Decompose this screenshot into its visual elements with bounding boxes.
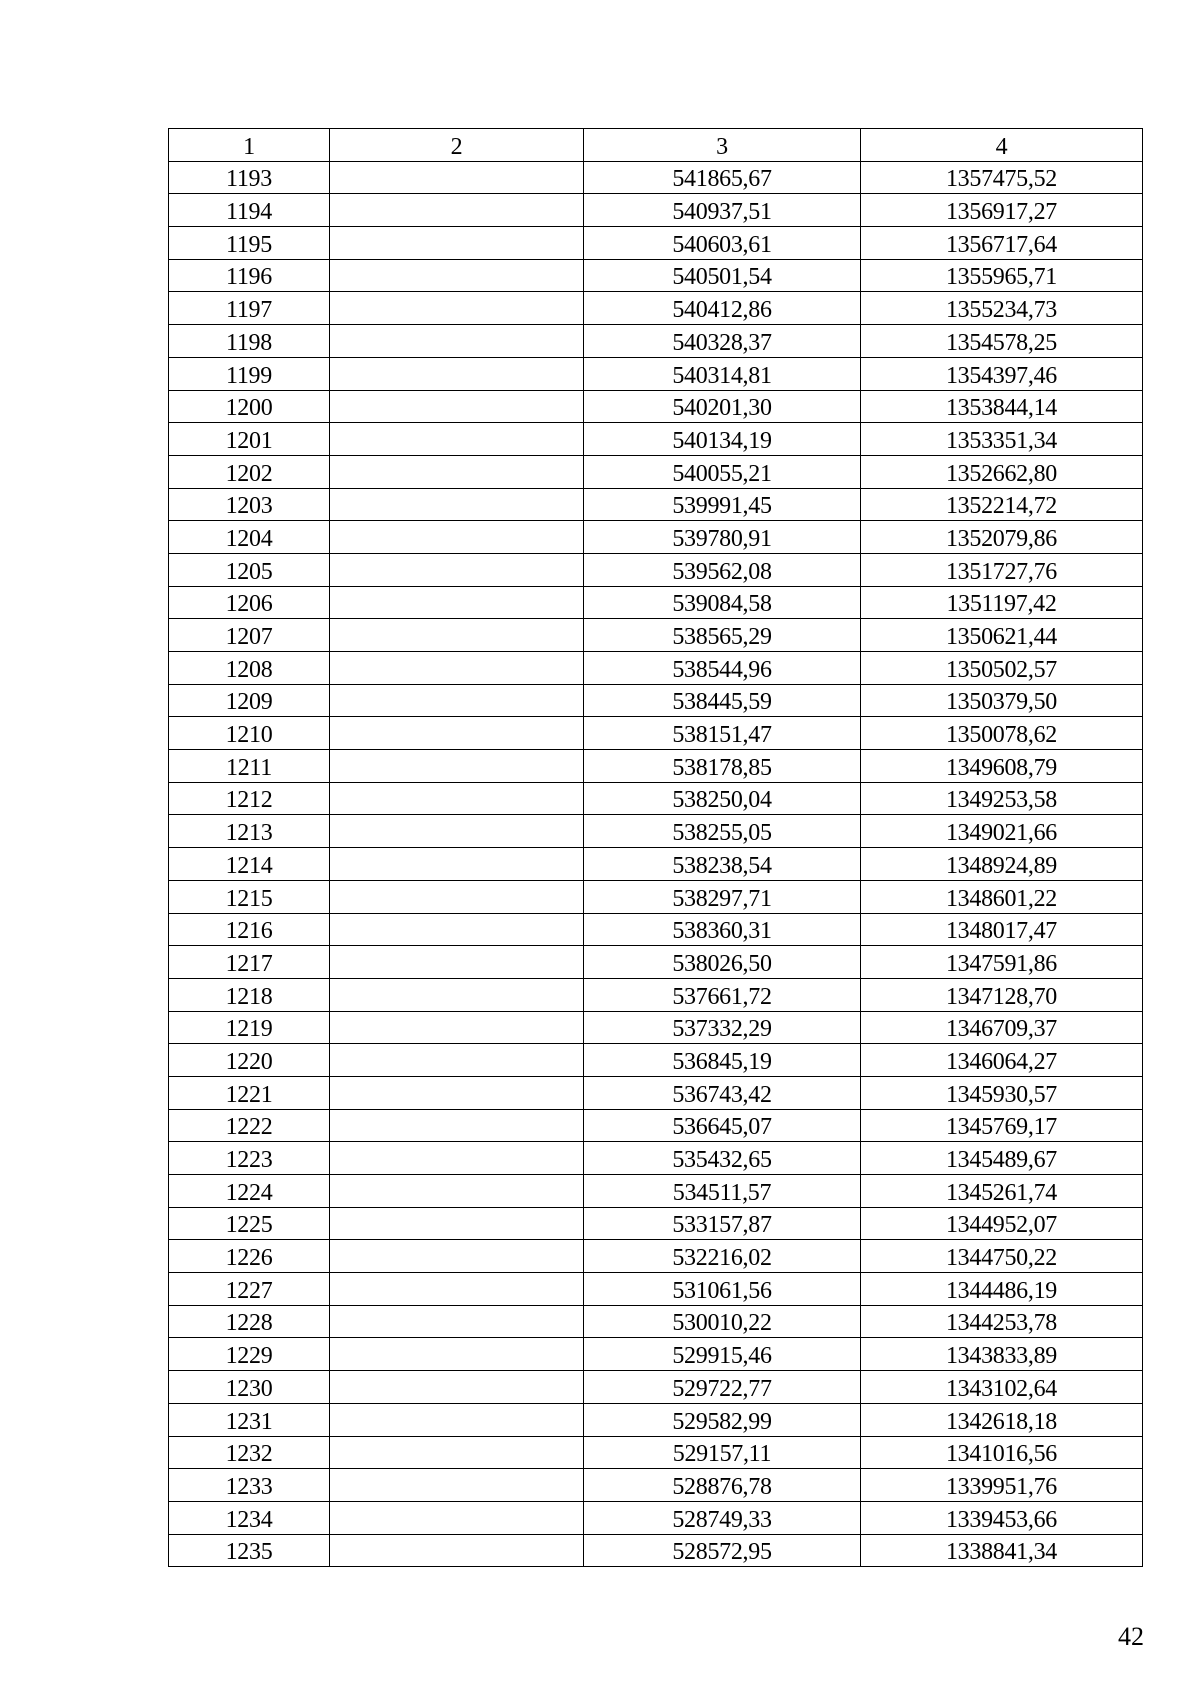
x-coordinate-cell: 540501,54 [584, 259, 861, 292]
x-coordinate-cell: 538255,05 [584, 815, 861, 848]
table-row [169, 880, 1143, 913]
empty-cell [330, 357, 584, 390]
point-number-cell: 1217 [169, 946, 330, 979]
empty-cell [330, 1273, 584, 1306]
empty-cell [330, 848, 584, 881]
table-row [169, 1044, 1143, 1077]
y-coordinate-cell: 1349253,58 [861, 782, 1143, 815]
x-coordinate-cell: 535432,65 [584, 1142, 861, 1175]
empty-cell [330, 423, 584, 456]
y-coordinate-cell: 1356717,64 [861, 227, 1143, 260]
y-coordinate-cell: 1357475,52 [861, 161, 1143, 194]
point-number-cell: 1195 [169, 227, 330, 260]
y-coordinate-cell: 1338841,34 [861, 1534, 1143, 1567]
empty-cell [330, 1469, 584, 1502]
y-coordinate-cell: 1344486,19 [861, 1273, 1143, 1306]
point-number-cell: 1230 [169, 1371, 330, 1404]
point-number-cell: 1207 [169, 619, 330, 652]
y-coordinate-cell: 1345261,74 [861, 1175, 1143, 1208]
table-row [169, 717, 1143, 750]
point-number-cell: 1197 [169, 292, 330, 325]
point-number-cell: 1205 [169, 553, 330, 586]
y-coordinate-cell: 1343102,64 [861, 1371, 1143, 1404]
table-row [169, 423, 1143, 456]
y-coordinate-cell: 1346709,37 [861, 1011, 1143, 1044]
header-row [169, 129, 1143, 162]
table-row [169, 750, 1143, 783]
y-coordinate-cell: 1355234,73 [861, 292, 1143, 325]
empty-cell [330, 913, 584, 946]
empty-cell [330, 194, 584, 227]
table-row [169, 1142, 1143, 1175]
table-row [169, 259, 1143, 292]
table-row [169, 390, 1143, 423]
table-row [169, 455, 1143, 488]
point-number-cell: 1222 [169, 1109, 330, 1142]
y-coordinate-cell: 1353351,34 [861, 423, 1143, 456]
y-coordinate-cell: 1352214,72 [861, 488, 1143, 521]
empty-cell [330, 815, 584, 848]
table-row [169, 161, 1143, 194]
empty-cell [330, 553, 584, 586]
column-header-2: 2 [330, 129, 584, 162]
x-coordinate-cell: 531061,56 [584, 1273, 861, 1306]
table-row [169, 782, 1143, 815]
x-coordinate-cell: 540201,30 [584, 390, 861, 423]
point-number-cell: 1225 [169, 1207, 330, 1240]
table-row [169, 488, 1143, 521]
empty-cell [330, 880, 584, 913]
point-number-cell: 1193 [169, 161, 330, 194]
empty-cell [330, 1305, 584, 1338]
empty-cell [330, 161, 584, 194]
y-coordinate-cell: 1349021,66 [861, 815, 1143, 848]
empty-cell [330, 1076, 584, 1109]
y-coordinate-cell: 1344750,22 [861, 1240, 1143, 1273]
table-row [169, 194, 1143, 227]
y-coordinate-cell: 1342618,18 [861, 1403, 1143, 1436]
page-number: 42 [1118, 1622, 1144, 1651]
point-number-cell: 1196 [169, 259, 330, 292]
point-number-cell: 1201 [169, 423, 330, 456]
x-coordinate-cell: 536645,07 [584, 1109, 861, 1142]
y-coordinate-cell: 1353844,14 [861, 390, 1143, 423]
point-number-cell: 1202 [169, 455, 330, 488]
x-coordinate-cell: 536743,42 [584, 1076, 861, 1109]
x-coordinate-cell: 528749,33 [584, 1501, 861, 1534]
x-coordinate-cell: 537661,72 [584, 978, 861, 1011]
table-row [169, 815, 1143, 848]
table-row [169, 1076, 1143, 1109]
point-number-cell: 1211 [169, 750, 330, 783]
x-coordinate-cell: 532216,02 [584, 1240, 861, 1273]
empty-cell [330, 1338, 584, 1371]
coordinates-table [168, 128, 1143, 1567]
point-number-cell: 1198 [169, 325, 330, 358]
x-coordinate-cell: 538250,04 [584, 782, 861, 815]
empty-cell [330, 521, 584, 554]
table-row [169, 1240, 1143, 1273]
y-coordinate-cell: 1354397,46 [861, 357, 1143, 390]
point-number-cell: 1228 [169, 1305, 330, 1338]
y-coordinate-cell: 1349608,79 [861, 750, 1143, 783]
point-number-cell: 1220 [169, 1044, 330, 1077]
empty-cell [330, 1109, 584, 1142]
table-row [169, 652, 1143, 685]
empty-cell [330, 619, 584, 652]
x-coordinate-cell: 539780,91 [584, 521, 861, 554]
empty-cell [330, 488, 584, 521]
x-coordinate-cell: 529722,77 [584, 1371, 861, 1404]
table-row [169, 1371, 1143, 1404]
x-coordinate-cell: 539562,08 [584, 553, 861, 586]
empty-cell [330, 946, 584, 979]
y-coordinate-cell: 1356917,27 [861, 194, 1143, 227]
column-header-1: 1 [169, 129, 330, 162]
point-number-cell: 1226 [169, 1240, 330, 1273]
x-coordinate-cell: 528876,78 [584, 1469, 861, 1502]
x-coordinate-cell: 529157,11 [584, 1436, 861, 1469]
point-number-cell: 1227 [169, 1273, 330, 1306]
table-row [169, 619, 1143, 652]
x-coordinate-cell: 536845,19 [584, 1044, 861, 1077]
y-coordinate-cell: 1339951,76 [861, 1469, 1143, 1502]
y-coordinate-cell: 1351197,42 [861, 586, 1143, 619]
empty-cell [330, 652, 584, 685]
point-number-cell: 1216 [169, 913, 330, 946]
x-coordinate-cell: 540937,51 [584, 194, 861, 227]
x-coordinate-cell: 538544,96 [584, 652, 861, 685]
x-coordinate-cell: 541865,67 [584, 161, 861, 194]
point-number-cell: 1223 [169, 1142, 330, 1175]
x-coordinate-cell: 540328,37 [584, 325, 861, 358]
point-number-cell: 1206 [169, 586, 330, 619]
empty-cell [330, 292, 584, 325]
x-coordinate-cell: 534511,57 [584, 1175, 861, 1208]
point-number-cell: 1212 [169, 782, 330, 815]
empty-cell [330, 978, 584, 1011]
empty-cell [330, 1371, 584, 1404]
y-coordinate-cell: 1341016,56 [861, 1436, 1143, 1469]
empty-cell [330, 1534, 584, 1567]
point-number-cell: 1224 [169, 1175, 330, 1208]
table-row [169, 1207, 1143, 1240]
empty-cell [330, 259, 584, 292]
x-coordinate-cell: 538565,29 [584, 619, 861, 652]
table-row [169, 1501, 1143, 1534]
x-coordinate-cell: 533157,87 [584, 1207, 861, 1240]
table-row [169, 586, 1143, 619]
y-coordinate-cell: 1354578,25 [861, 325, 1143, 358]
y-coordinate-cell: 1348924,89 [861, 848, 1143, 881]
x-coordinate-cell: 538360,31 [584, 913, 861, 946]
x-coordinate-cell: 538297,71 [584, 880, 861, 913]
point-number-cell: 1204 [169, 521, 330, 554]
y-coordinate-cell: 1348017,47 [861, 913, 1143, 946]
y-coordinate-cell: 1345930,57 [861, 1076, 1143, 1109]
x-coordinate-cell: 538026,50 [584, 946, 861, 979]
column-header-3: 3 [584, 129, 861, 162]
table-row [169, 292, 1143, 325]
empty-cell [330, 1175, 584, 1208]
empty-cell [330, 684, 584, 717]
point-number-cell: 1215 [169, 880, 330, 913]
x-coordinate-cell: 529582,99 [584, 1403, 861, 1436]
point-number-cell: 1199 [169, 357, 330, 390]
table-header [169, 129, 1143, 162]
point-number-cell: 1200 [169, 390, 330, 423]
y-coordinate-cell: 1339453,66 [861, 1501, 1143, 1534]
empty-cell [330, 1501, 584, 1534]
x-coordinate-cell: 539991,45 [584, 488, 861, 521]
point-number-cell: 1210 [169, 717, 330, 750]
x-coordinate-cell: 530010,22 [584, 1305, 861, 1338]
table-row [169, 1534, 1143, 1567]
x-coordinate-cell: 529915,46 [584, 1338, 861, 1371]
empty-cell [330, 586, 584, 619]
y-coordinate-cell: 1350621,44 [861, 619, 1143, 652]
table-row [169, 848, 1143, 881]
table-row [169, 553, 1143, 586]
x-coordinate-cell: 539084,58 [584, 586, 861, 619]
table-row [169, 978, 1143, 1011]
empty-cell [330, 1436, 584, 1469]
x-coordinate-cell: 540055,21 [584, 455, 861, 488]
table-row [169, 913, 1143, 946]
x-coordinate-cell: 538238,54 [584, 848, 861, 881]
x-coordinate-cell: 540603,61 [584, 227, 861, 260]
point-number-cell: 1208 [169, 652, 330, 685]
y-coordinate-cell: 1352079,86 [861, 521, 1143, 554]
empty-cell [330, 750, 584, 783]
point-number-cell: 1218 [169, 978, 330, 1011]
x-coordinate-cell: 528572,95 [584, 1534, 861, 1567]
y-coordinate-cell: 1355965,71 [861, 259, 1143, 292]
table-row [169, 1338, 1143, 1371]
y-coordinate-cell: 1347128,70 [861, 978, 1143, 1011]
point-number-cell: 1234 [169, 1501, 330, 1534]
y-coordinate-cell: 1347591,86 [861, 946, 1143, 979]
empty-cell [330, 717, 584, 750]
y-coordinate-cell: 1344952,07 [861, 1207, 1143, 1240]
y-coordinate-cell: 1350502,57 [861, 652, 1143, 685]
empty-cell [330, 1011, 584, 1044]
table-row [169, 1011, 1143, 1044]
x-coordinate-cell: 538151,47 [584, 717, 861, 750]
empty-cell [330, 325, 584, 358]
table-body [169, 161, 1143, 1567]
table-row [169, 1436, 1143, 1469]
x-coordinate-cell: 540134,19 [584, 423, 861, 456]
y-coordinate-cell: 1345769,17 [861, 1109, 1143, 1142]
y-coordinate-cell: 1348601,22 [861, 880, 1143, 913]
point-number-cell: 1232 [169, 1436, 330, 1469]
point-number-cell: 1213 [169, 815, 330, 848]
empty-cell [330, 1142, 584, 1175]
table-row [169, 946, 1143, 979]
point-number-cell: 1235 [169, 1534, 330, 1567]
table-row [169, 1305, 1143, 1338]
empty-cell [330, 1240, 584, 1273]
x-coordinate-cell: 540412,86 [584, 292, 861, 325]
x-coordinate-cell: 538178,85 [584, 750, 861, 783]
empty-cell [330, 455, 584, 488]
x-coordinate-cell: 540314,81 [584, 357, 861, 390]
y-coordinate-cell: 1350379,50 [861, 684, 1143, 717]
point-number-cell: 1194 [169, 194, 330, 227]
point-number-cell: 1203 [169, 488, 330, 521]
point-number-cell: 1219 [169, 1011, 330, 1044]
empty-cell [330, 1207, 584, 1240]
table-row [169, 1109, 1143, 1142]
y-coordinate-cell: 1344253,78 [861, 1305, 1143, 1338]
point-number-cell: 1221 [169, 1076, 330, 1109]
table-row [169, 684, 1143, 717]
y-coordinate-cell: 1352662,80 [861, 455, 1143, 488]
empty-cell [330, 227, 584, 260]
table-row [169, 1175, 1143, 1208]
empty-cell [330, 1044, 584, 1077]
y-coordinate-cell: 1346064,27 [861, 1044, 1143, 1077]
table-row [169, 521, 1143, 554]
column-header-4: 4 [861, 129, 1143, 162]
table-row [169, 357, 1143, 390]
point-number-cell: 1209 [169, 684, 330, 717]
x-coordinate-cell: 538445,59 [584, 684, 861, 717]
point-number-cell: 1233 [169, 1469, 330, 1502]
point-number-cell: 1231 [169, 1403, 330, 1436]
empty-cell [330, 1403, 584, 1436]
y-coordinate-cell: 1343833,89 [861, 1338, 1143, 1371]
y-coordinate-cell: 1345489,67 [861, 1142, 1143, 1175]
y-coordinate-cell: 1350078,62 [861, 717, 1143, 750]
table-row [169, 227, 1143, 260]
table-row [169, 325, 1143, 358]
point-number-cell: 1214 [169, 848, 330, 881]
x-coordinate-cell: 537332,29 [584, 1011, 861, 1044]
table-row [169, 1273, 1143, 1306]
y-coordinate-cell: 1351727,76 [861, 553, 1143, 586]
empty-cell [330, 782, 584, 815]
point-number-cell: 1229 [169, 1338, 330, 1371]
table-row [169, 1469, 1143, 1502]
table-row [169, 1403, 1143, 1436]
empty-cell [330, 390, 584, 423]
